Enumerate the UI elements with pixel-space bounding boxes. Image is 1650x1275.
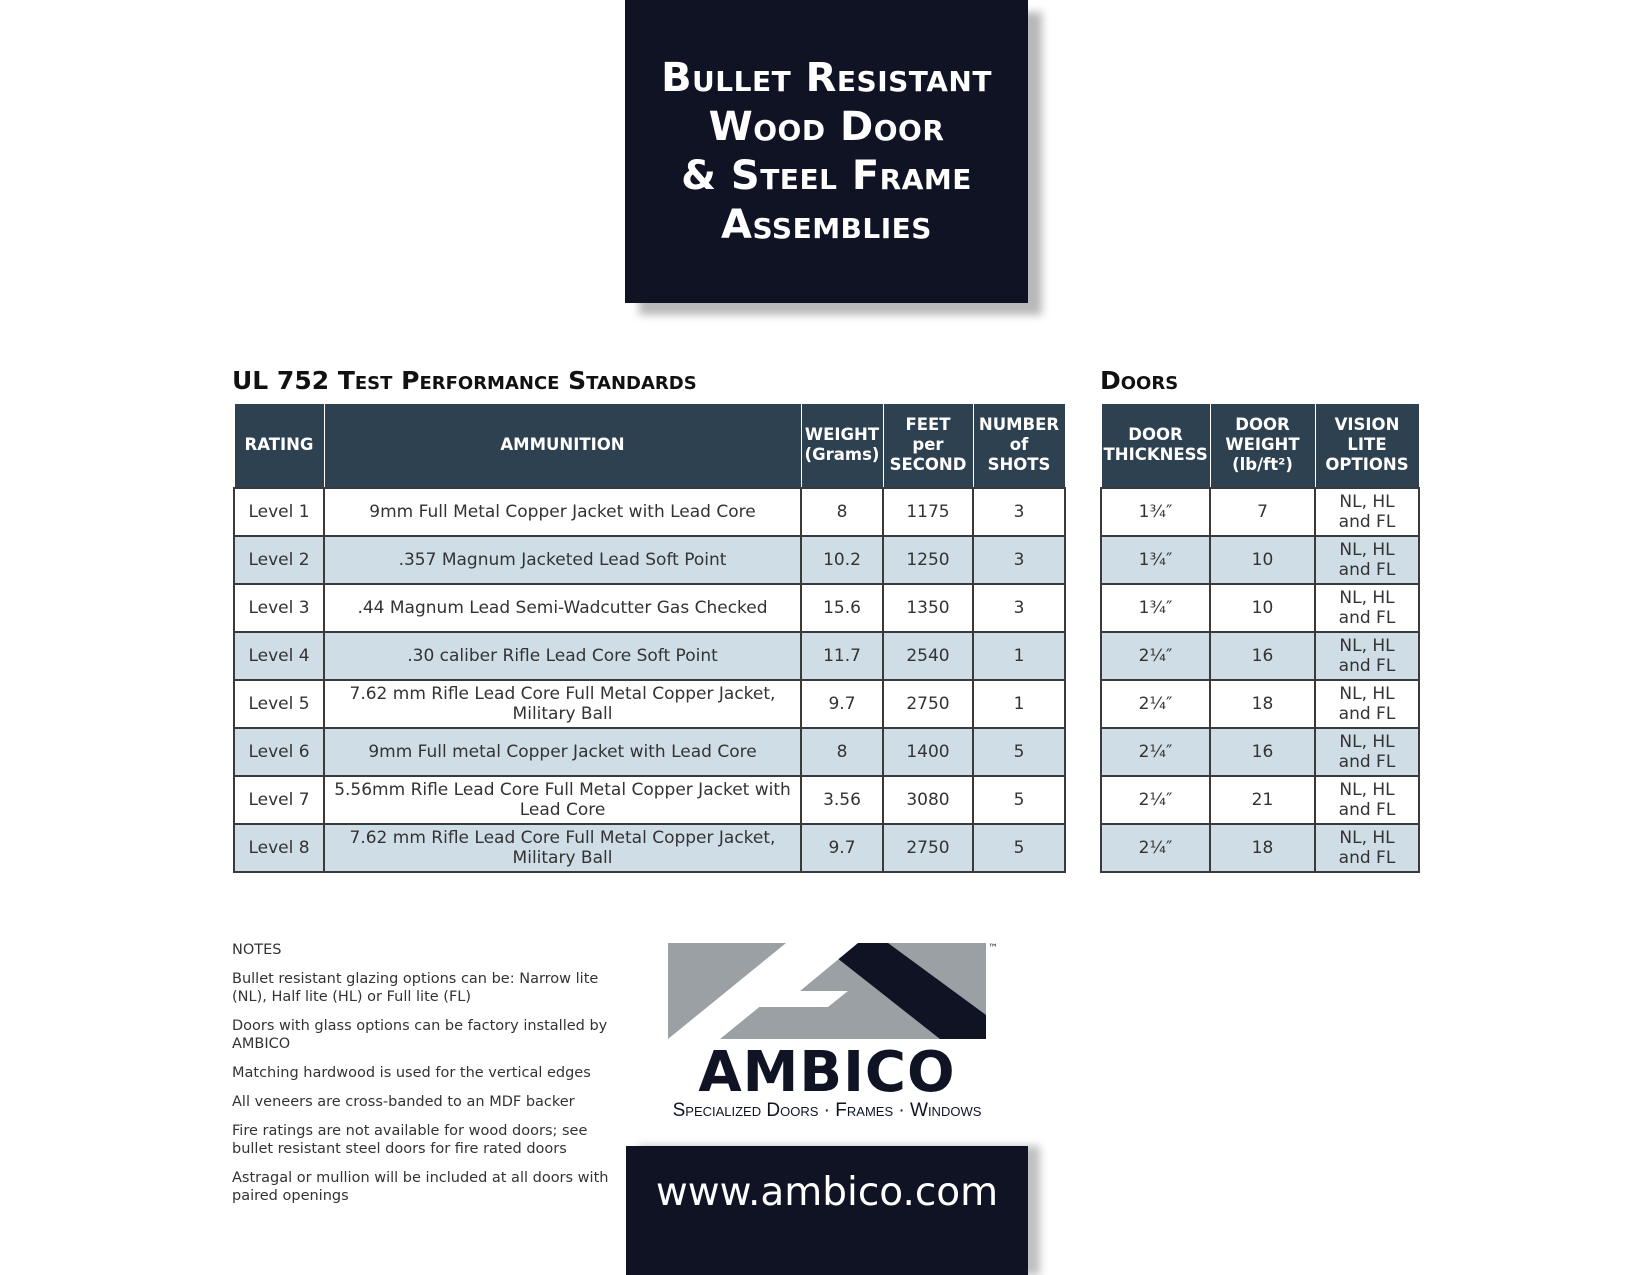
header-fps-line2: per: [912, 435, 944, 455]
cell-rating: Level 8: [234, 824, 324, 872]
cell-fps: 3080: [883, 776, 973, 824]
cell-fps: 1250: [883, 536, 973, 584]
header-fps-line1: FEET: [905, 415, 951, 435]
cell-vision: NL, HL and FL: [1315, 536, 1419, 584]
cell-rating: Level 7: [234, 776, 324, 824]
title-line-2: Wood Door: [708, 103, 945, 150]
table-row: [234, 488, 1065, 536]
cell-ammunition: 7.62 mm Rifle Lead Core Full Metal Copper Jacket, Military Ball: [324, 680, 801, 728]
cell-ammunition: 7.62 mm Rifle Lead Core Full Metal Copper Jacket, Military Ball: [324, 824, 801, 872]
note-item: All veneers are cross-banded to an MDF backer: [232, 1094, 575, 1110]
title-line-3: & Steel Frame: [681, 152, 972, 199]
cell-thickness: 1¾″: [1101, 536, 1210, 584]
cell-rating: Level 3: [234, 584, 324, 632]
header-door-weight-line2: WEIGHT: [1225, 435, 1300, 455]
header-feet-per-second: [883, 404, 973, 488]
website-block: [626, 1146, 1028, 1275]
cell-rating: Level 5: [234, 680, 324, 728]
cell-shots: 3: [973, 584, 1065, 632]
table-row: [1101, 776, 1419, 824]
cell-door-weight: 21: [1210, 776, 1315, 824]
title-block: [625, 0, 1028, 303]
note-item: Doors with glass options can be factory installed by AMBICO: [232, 1018, 608, 1052]
cell-door-weight: 18: [1210, 680, 1315, 728]
header-weight-line2: (Grams): [804, 445, 880, 465]
cell-shots: 1: [973, 632, 1065, 680]
title-line-1: Bullet Resistant: [661, 54, 992, 101]
cell-door-weight: 18: [1210, 824, 1315, 872]
header-shots-line2: of: [1009, 435, 1029, 455]
cell-fps: 2540: [883, 632, 973, 680]
cell-rating: Level 2: [234, 536, 324, 584]
cell-vision: NL, HL and FL: [1315, 776, 1419, 824]
cell-fps: 2750: [883, 680, 973, 728]
table-row: [1101, 728, 1419, 776]
cell-fps: 2750: [883, 824, 973, 872]
note-item: Bullet resistant glazing options can be: Narrow lite (NL), Half lite (HL) or Full lite (FL): [232, 971, 599, 1005]
cell-rating: Level 1: [234, 488, 324, 536]
cell-shots: 5: [973, 824, 1065, 872]
cell-shots: 3: [973, 536, 1065, 584]
cell-weight: 10.2: [801, 536, 883, 584]
cell-weight: 9.7: [801, 680, 883, 728]
header-thickness-line1: DOOR: [1128, 425, 1183, 445]
website-link[interactable]: www.ambico.com: [655, 1170, 999, 1215]
cell-vision: NL, HL and FL: [1315, 632, 1419, 680]
table-row: [1101, 824, 1419, 872]
cell-shots: 5: [973, 776, 1065, 824]
cell-weight: 11.7: [801, 632, 883, 680]
cell-vision: NL, HL and FL: [1315, 728, 1419, 776]
table-row: [1101, 632, 1419, 680]
trademark-symbol: ™: [988, 943, 998, 954]
doors-table: [1100, 403, 1420, 873]
header-weight: [801, 404, 883, 488]
title-line-4: Assemblies: [721, 201, 932, 248]
cell-rating: Level 6: [234, 728, 324, 776]
cell-thickness: 1¾″: [1101, 488, 1210, 536]
header-door-weight-line1: DOOR: [1235, 415, 1290, 435]
table-row: [234, 632, 1065, 680]
notes-section: [232, 942, 612, 1216]
cell-door-weight: 16: [1210, 632, 1315, 680]
header-vision-line2: LITE: [1347, 435, 1387, 455]
note-item: Matching hardwood is used for the vertical edges: [232, 1065, 591, 1081]
header-ammunition: AMMUNITION: [324, 404, 801, 488]
table-row: [234, 776, 1065, 824]
cell-vision: NL, HL and FL: [1315, 488, 1419, 536]
header-number-of-shots: [973, 404, 1065, 488]
note-item: Astragal or mullion will be included at all doors with paired openings: [232, 1170, 609, 1204]
logo-tagline: Specialized Doors · Frames · Windows: [672, 1100, 982, 1121]
table-row: [234, 584, 1065, 632]
cell-thickness: 2¼″: [1101, 632, 1210, 680]
cell-fps: 1350: [883, 584, 973, 632]
cell-ammunition: .30 caliber Rifle Lead Core Soft Point: [324, 632, 801, 680]
cell-ammunition: .357 Magnum Jacketed Lead Soft Point: [324, 536, 801, 584]
header-fps-line3: SECOND: [889, 455, 967, 475]
header-vision-line1: VISION: [1334, 415, 1400, 435]
cell-weight: 9.7: [801, 824, 883, 872]
cell-thickness: 2¼″: [1101, 824, 1210, 872]
header-door-weight: [1210, 404, 1315, 488]
table-row: [234, 536, 1065, 584]
cell-door-weight: 10: [1210, 584, 1315, 632]
header-shots-line3: SHOTS: [987, 455, 1051, 475]
cell-thickness: 1¾″: [1101, 584, 1210, 632]
cell-rating: Level 4: [234, 632, 324, 680]
header-vision-lite: [1315, 404, 1419, 488]
cell-ammunition: 9mm Full metal Copper Jacket with Lead Core: [324, 728, 801, 776]
doors-header-row: [1101, 404, 1419, 488]
table-row: [234, 680, 1065, 728]
cell-vision: NL, HL and FL: [1315, 680, 1419, 728]
cell-fps: 1175: [883, 488, 973, 536]
table-row: [1101, 680, 1419, 728]
cell-thickness: 2¼″: [1101, 776, 1210, 824]
doors-heading: Doors: [1100, 366, 1179, 395]
cell-door-weight: 16: [1210, 728, 1315, 776]
header-weight-line1: WEIGHT: [804, 425, 880, 445]
header-shots-line1: NUMBER: [978, 415, 1060, 435]
table-row: [1101, 584, 1419, 632]
table-row: [1101, 488, 1419, 536]
ul-752-table: [233, 403, 1066, 873]
cell-fps: 1400: [883, 728, 973, 776]
cell-thickness: 2¼″: [1101, 680, 1210, 728]
cell-vision: NL, HL and FL: [1315, 824, 1419, 872]
cell-shots: 3: [973, 488, 1065, 536]
header-vision-line3: OPTIONS: [1325, 455, 1409, 475]
ul-heading: UL 752 Test Performance Standards: [232, 366, 697, 395]
cell-door-weight: 10: [1210, 536, 1315, 584]
table-row: [1101, 536, 1419, 584]
note-item: Fire ratings are not available for wood doors; see bullet resistant steel doors for fire rated doors: [232, 1123, 588, 1157]
ul-header-row: [234, 404, 1065, 488]
table-row: [234, 824, 1065, 872]
table-row: [234, 728, 1065, 776]
cell-thickness: 2¼″: [1101, 728, 1210, 776]
header-rating: RATING: [234, 404, 324, 488]
cell-ammunition: .44 Magnum Lead Semi-Wadcutter Gas Checked: [324, 584, 801, 632]
logo-mark-icon: [668, 943, 988, 1039]
ambico-logo: [668, 943, 998, 1123]
cell-vision: NL, HL and FL: [1315, 584, 1419, 632]
cell-shots: 5: [973, 728, 1065, 776]
cell-weight: 8: [801, 488, 883, 536]
cell-ammunition: 5.56mm Rifle Lead Core Full Metal Copper Jacket with Lead Core: [324, 776, 801, 824]
cell-door-weight: 7: [1210, 488, 1315, 536]
cell-weight: 8: [801, 728, 883, 776]
cell-ammunition: 9mm Full Metal Copper Jacket with Lead Core: [324, 488, 801, 536]
notes-title: NOTES: [232, 942, 282, 958]
logo-wordmark: AMBICO: [698, 1040, 956, 1105]
header-door-weight-line3: (lb/ft²): [1232, 455, 1293, 475]
header-door-thickness: [1101, 404, 1210, 488]
cell-shots: 1: [973, 680, 1065, 728]
cell-weight: 3.56: [801, 776, 883, 824]
cell-weight: 15.6: [801, 584, 883, 632]
header-thickness-line2: THICKNESS: [1103, 445, 1208, 465]
